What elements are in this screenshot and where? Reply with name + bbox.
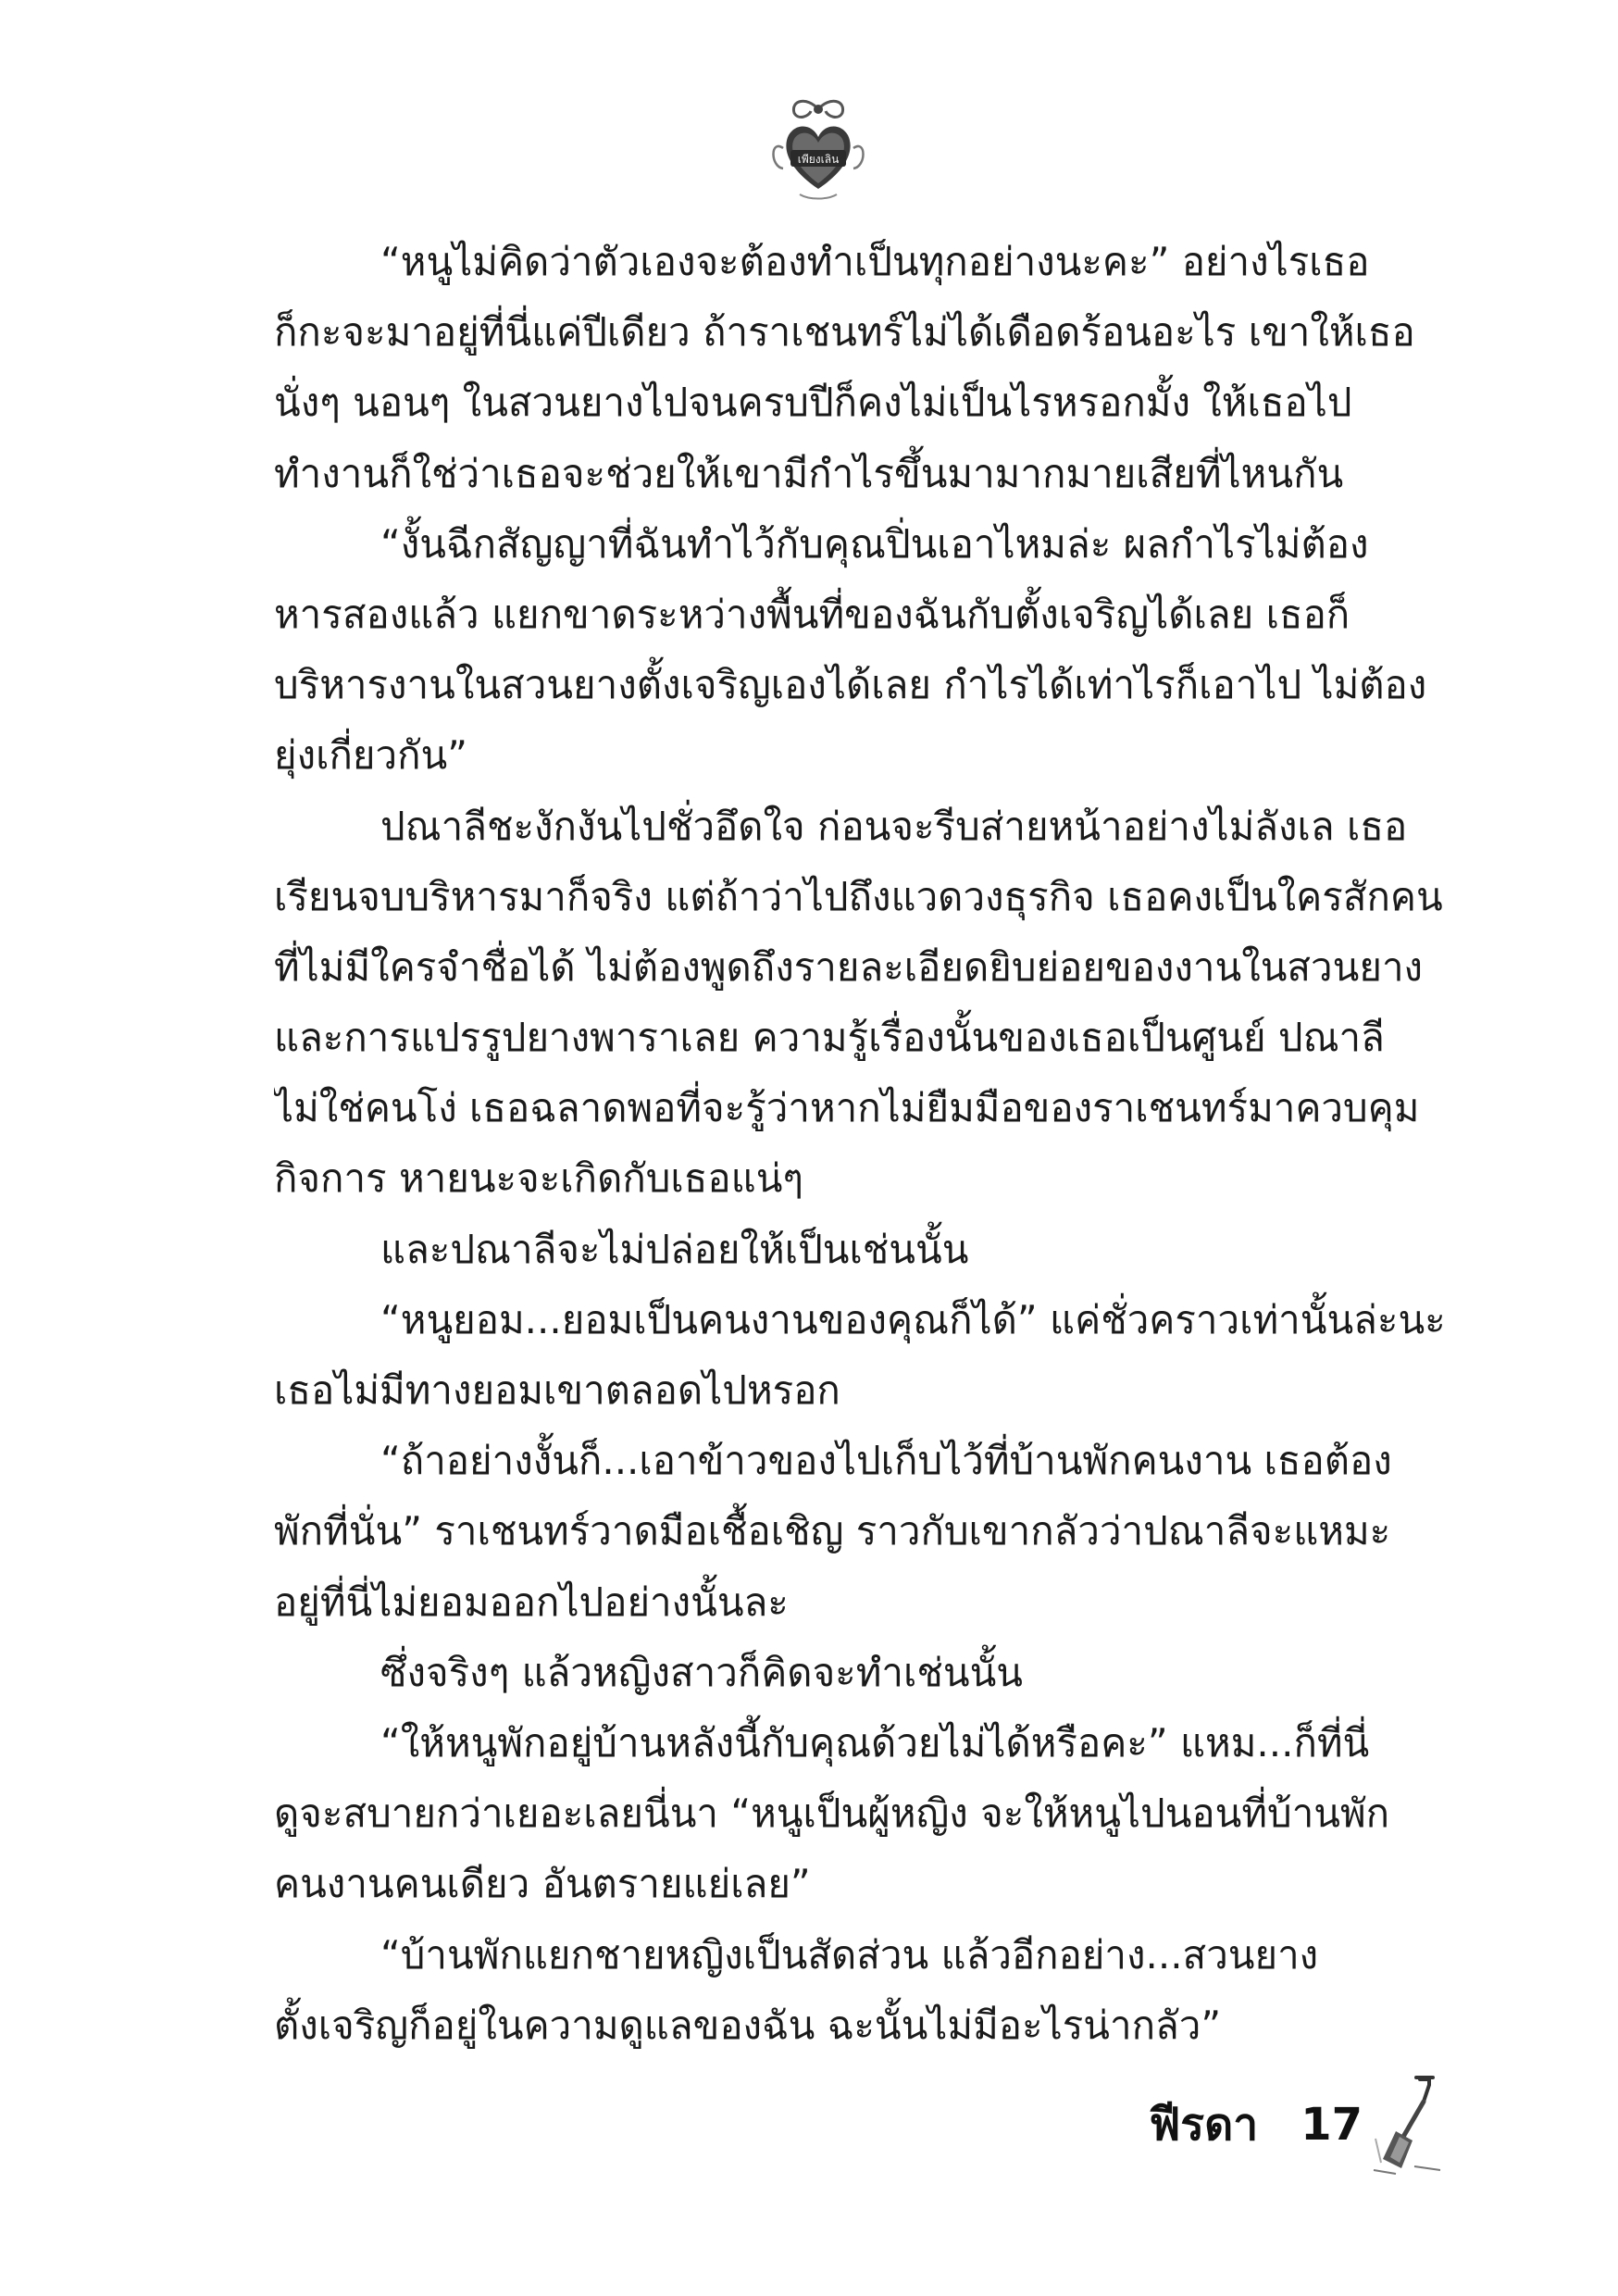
page-number: 17 — [1301, 2099, 1363, 2151]
text-line: และปณาลีจะไม่ปล่อยให้เป็นเช่นนั้น — [380, 1226, 969, 1272]
text-line: ซึ่งจริงๆ แล้วหญิงสาวก็คิดจะทำเช่นนั้น — [380, 1649, 1024, 1695]
text-line: “หนูไม่คิดว่าตัวเองจะต้องทำเป็นทุกอย่างนะคะ” อย่างไรเธอ — [380, 239, 1370, 284]
text-line: ปณาลีชะงักงันไปชั่วอึดใจ ก่อนจะรีบส่ายหน้าอย่างไม่ลังเล เธอ — [380, 803, 1408, 849]
text-line: “บ้านพักแยกชายหญิงเป็นสัดส่วน แล้วอีกอย่าง...สวนยาง — [380, 1931, 1319, 1978]
text-line: นั่งๆ นอนๆ ในสวนยางไปจนครบปีก็คงไม่เป็นไรหรอกมั้ง ให้เธอไป — [274, 380, 1352, 426]
text-line: ยุ่งเกี่ยวกัน” — [274, 732, 467, 779]
page-footer — [1149, 2074, 1451, 2176]
text-line: “งั้นฉีกสัญญาที่ฉันทำไว้กับคุณปิ่นเอาไหมล่ะ ผลกำไรไม่ต้อง — [380, 520, 1369, 567]
text-line: ตั้งเจริญก็อยู่ในความดูแลของฉัน ฉะนั้นไม่มีอะไรน่ากลัว” — [274, 2002, 1222, 2048]
emblem-label: เพียงเลิน — [797, 153, 840, 166]
text-line: กิจการ หายนะจะเกิดกับเธอแน่ๆ — [274, 1155, 803, 1202]
text-line: อยู่ที่นี่ไม่ยอมออกไปอย่างนั้นละ — [274, 1578, 789, 1625]
text-line: ดูจะสบายกว่าเยอะเลยนี่นา “หนูเป็นผู้หญิง จะให้หนูไปนอนที่บ้านพัก — [274, 1791, 1390, 1837]
text-line: หารสองแล้ว แยกขาดระหว่างพื้นที่ของฉันกับตั้งเจริญได้เลย เธอก็ — [274, 591, 1350, 637]
text-line: “ให้หนูพักอยู่บ้านหลังนี้กับคุณด้วยไม่ได้หรือคะ” แหม...ก็ที่นี่ — [380, 1719, 1370, 1766]
text-line: และการแปรรูปยางพาราเลย ความรู้เรื่องนั้นของเธอเป็นศูนย์ ปณาลี — [274, 1015, 1385, 1061]
text-line: “ถ้าอย่างงั้นก็...เอาข้าวของไปเก็บไว้ที่บ้านพักคนงาน เธอต้อง — [380, 1438, 1392, 1484]
text-line: พักที่นั่น” ราเชนทร์วาดมือเชื้อเชิญ ราวกับเขากลัวว่าปณาลีจะแหมะ — [274, 1508, 1391, 1554]
text-line: บริหารงานในสวนยางตั้งเจริญเองได้เลย กำไรได้เท่าไรก็เอาไป ไม่ต้อง — [274, 662, 1427, 708]
text-line: คนงานคนเดียว อันตรายแย่เลย” — [274, 1861, 811, 1907]
text-line: “หนูยอม...ยอมเป็นคนงานของคุณก็ได้” แค่ชั่วคราวเท่านั้นล่ะนะ — [380, 1296, 1446, 1342]
publisher-emblem-icon — [763, 93, 874, 204]
text-line: เธอไม่มีทางยอมเขาตลอดไปหรอก — [274, 1367, 840, 1413]
running-title: ฟีรดา — [1149, 2099, 1259, 2151]
text-line: ที่ไม่มีใครจำชื่อได้ ไม่ต้องพูดถึงรายละเอียดยิบย่อยของงานในสวนยาง — [274, 943, 1424, 990]
text-line: ทำงานก็ใช่ว่าเธอจะช่วยให้เขามีกำไรขึ้นมามากมายเสียที่ไหนกัน — [274, 450, 1344, 496]
shovel-icon — [1368, 2074, 1451, 2176]
body-text — [274, 227, 1450, 2061]
text-line: ไม่ใช่คนโง่ เธอฉลาดพอที่จะรู้ว่าหากไม่ยืมมือของราเชนทร์มาควบคุม — [274, 1085, 1420, 1131]
text-line: ก็กะจะมาอยู่ที่นี่แค่ปีเดียว ถ้าราเชนทร์ไม่ได้เดือดร้อนอะไร เขาให้เธอ — [274, 309, 1415, 356]
text-line: เรียนจบบริหารมาก็จริง แต่ถ้าว่าไปถึงแวดวงธุรกิจ เธอคงเป็นใครสักคน — [274, 873, 1443, 919]
